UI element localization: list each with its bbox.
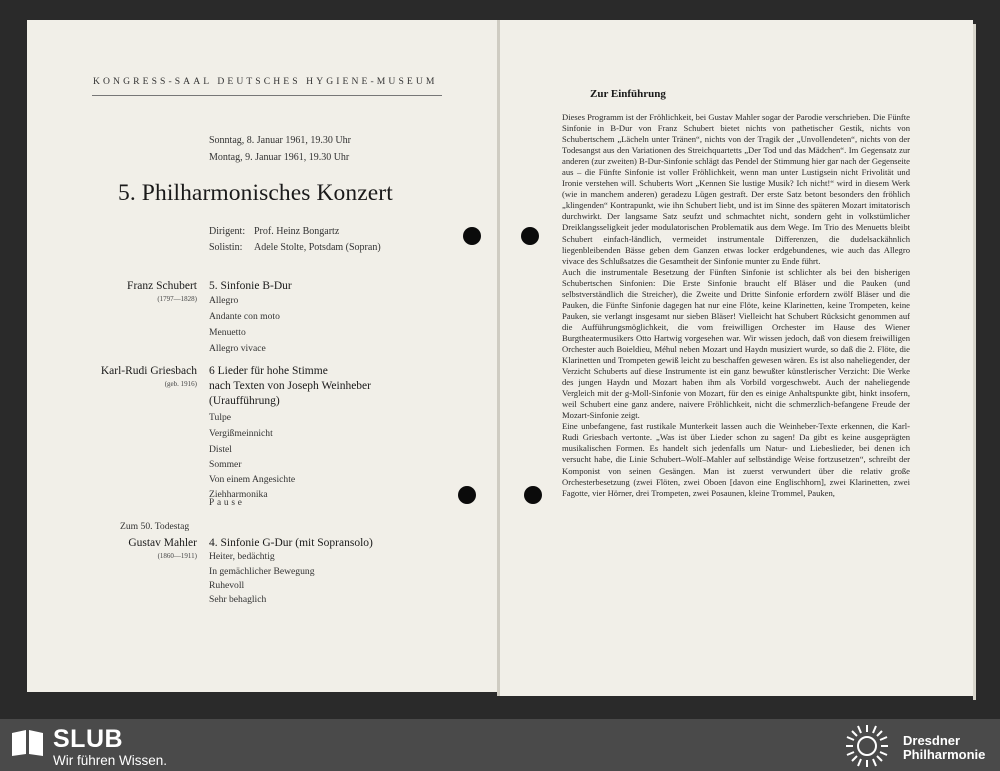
punch-hole	[458, 486, 476, 504]
movement: Ziehharmonika	[209, 489, 268, 500]
left-page	[27, 20, 497, 692]
punch-hole	[463, 227, 481, 245]
work-title: nach Texten von Joseph Weinheber	[209, 380, 371, 392]
work-title: 5. Sinfonie B-Dur	[209, 280, 292, 292]
soloist-label: Solistin:	[209, 242, 243, 253]
partner-name-line-1: Dresdner	[903, 733, 961, 748]
library-tagline: Wir führen Wissen.	[53, 753, 168, 768]
movement: Tulpe	[209, 412, 232, 423]
composer-name: Karl-Rudi Griesbach	[100, 365, 197, 377]
essay-text	[562, 112, 910, 499]
essay-paragraph: Auch die instrumentale Besetzung der Fünften Sinfonie ist schlichter als bei den bisherigen Schubertschen Sinfonien: Die Erste Sinfonie braucht elf Bläser und die Pauken (und selbstverständlich die Streicher), die Zweite und Dritte Sinfonie erfordern zwölf Bläser und die Pauken, die Fünfte Sinfonie dagegen hat nur eine Flöte, keine Klarinetten, keine Trompeten, keine Pauken, sie verlangt insgesamt nur sieben Bläser! Vielleicht hat Schubert Rücksicht genommen auf die Aufführungsmöglichkeit, die vom freiwilligen Orchester im Hause des Wiener Burgtheatermusikers Otto Hartwig vorgesehen war. Wir wissen jedoch, daß von diesem freiwilligen Orchester auch Boieldieu, Méhul neben Mozart und Haydn musiziert wurde, so daß die 2. Flöte, die Klarinetten und Trompeten gewiß leicht zu beschaffen gewesen wären. Es ist also naheliegender, der Verzicht Schuberts auf diese Instrumente ist ein ganz bewußter künstlerischer Verzicht: Die Werke des jungen Haydn und Mozart haben ihm als Vorbild vorgeschwebt. Auch der naheliegende Vergleich mit der g-Moll-Sinfonie von Mozart, für den es einige Anhaltspunkte gibt, hinkt insofern, weil Schubert eine ganz andere, naivere Fröhlichkeit, nicht die schmerzlich-befangene Freude der Mozart-Sinfonie zeigt.	[562, 266, 910, 421]
soloist-name: Adele Stolte, Potsdam (Sopran)	[254, 242, 381, 253]
concert-date-1: Sonntag, 8. Januar 1961, 19.30 Uhr	[209, 135, 351, 146]
punch-hole	[521, 227, 539, 245]
page-fold	[497, 20, 500, 696]
movement: Ruhevoll	[209, 580, 245, 591]
movement: Heiter, bedächtig	[209, 551, 275, 562]
movement: Allegro	[209, 295, 239, 306]
concert-date-2: Montag, 9. Januar 1961, 19.30 Uhr	[209, 152, 350, 163]
slub-book-icon	[10, 727, 46, 757]
intermission-label: Pause	[209, 498, 245, 508]
work-title: 6 Lieder für hohe Stimme	[209, 365, 328, 377]
venue-header: KONGRESS-SAAL DEUTSCHES HYGIENE-MUSEUM	[93, 76, 438, 87]
work-title: 4. Sinfonie G-Dur (mit Sopransolo)	[209, 537, 373, 549]
composer-years: (1797—1828)	[157, 295, 197, 303]
work-title: (Uraufführung)	[209, 395, 280, 407]
composer-years: (1860—1911)	[157, 552, 197, 560]
movement: Vergißmeinnicht	[209, 428, 273, 439]
conductor-name: Prof. Heinz Bongartz	[254, 226, 340, 237]
movement: Sehr behaglich	[209, 594, 267, 605]
section-heading: Zur Einführung	[590, 88, 666, 100]
composer-name: Gustav Mahler	[128, 537, 197, 549]
essay-paragraph: Dieses Programm ist der Fröhlichkeit, bei Gustav Mahler sogar der Parodie verschrieben. Die Fünfte Sinfonie in B-Dur von Franz Schubert bietet nichts von pathetischer Gestik, nichts von Schubertschem „Lächeln unter Tränen“, nichts von der Tragik der „Unvollendeten“, nichts von der Todesangst aus den Variationen des Streichquartetts „Der Tod und das Mädchen“. Im Gegensatz zur anderen (zur zweiten) B-Dur-Sinfonie schlägt das Pendel der Stimmung hier gar nach der Gegenseite aus – die Fünfte Sinfonie ist voller Fröhlichkeit, wenn man unter Lustigsein nicht Frivolität und Ironie verstehen will. Schuberts Wort „Kennen Sie lustige Musik? Ich nicht!“ wird in diesem Werk (wie in manchem anderen) geradezu Lügen gestraft. Der erste Satz betont besonders den fröhlich „klingenden“ Kontrapunkt, wie ihn Schubert liebt, und ist im Sinne des späteren Mozart imitatorisch durchwirkt. Der langsame Satz seufzt und schmachtet nicht, sondern geht in volkstümlicher Dreiklangsseligkeit jeder modulatorischen Problematik aus dem Wege. Im Trio des Menuetts bleibt Schubert einfach-ländlich, vermeidet instrumentale Differenzen, die dudelsackähnlich liegenbleibenden Bässe geben dem Ganzen etwas locker erdgebundenes, wie auch das Allegro vivace des Schlußsatzes die Gesamtheit der Sinfonie munter zu Ende führt.	[562, 112, 910, 266]
anniversary-note: Zum 50. Todestag	[120, 521, 190, 532]
library-name: SLUB	[53, 725, 124, 753]
movement: Distel	[209, 444, 232, 455]
punch-hole	[524, 486, 542, 504]
conductor-label: Dirigent:	[209, 226, 246, 237]
movement: Sommer	[209, 459, 242, 470]
essay-paragraph: Eine unbefangene, fast rustikale Munterkeit lassen auch die Weinheber-Texte erkennen, die Karl-Rudi Griesbach vertonte. „Was ist über Lieder schon zu sagen! Da gibt es keine ausgeprägten musikalischen Formen. Es handelt sich jedenfalls um Natur- und Liebeslieder, bei denen ich versucht habe, die Linie Schubert–Wolf–Mahler auf selbständige Weise fortzusetzen“, schreibt der Komponist von seinen Gesängen. Man ist zuerst verwundert über die relativ große Orchesterbesetzung (zwei Flöten, zwei Oboen [davon eine Englischhorn], zwei Klarinetten, zwei Fagotte, vier Hörner, drei Trompeten, zwei Posaunen, kleine Trommel, Pauken,	[562, 421, 910, 498]
movement: In gemächlicher Bewegung	[209, 566, 315, 577]
movement: Allegro vivace	[209, 343, 266, 354]
philharmonie-logo-icon	[840, 722, 894, 769]
movement: Von einem Angesichte	[209, 474, 296, 485]
movement: Andante con moto	[209, 311, 280, 322]
venue-divider	[92, 95, 442, 96]
composer-years: (geb. 1916)	[164, 380, 197, 388]
partner-name-line-2: Philharmonie	[903, 747, 986, 762]
partner-name	[903, 734, 998, 762]
concert-title: 5. Philharmonisches Konzert	[118, 180, 393, 206]
composer-name: Franz Schubert	[127, 280, 197, 292]
page-edge	[973, 24, 976, 700]
movement: Menuetto	[209, 327, 246, 338]
